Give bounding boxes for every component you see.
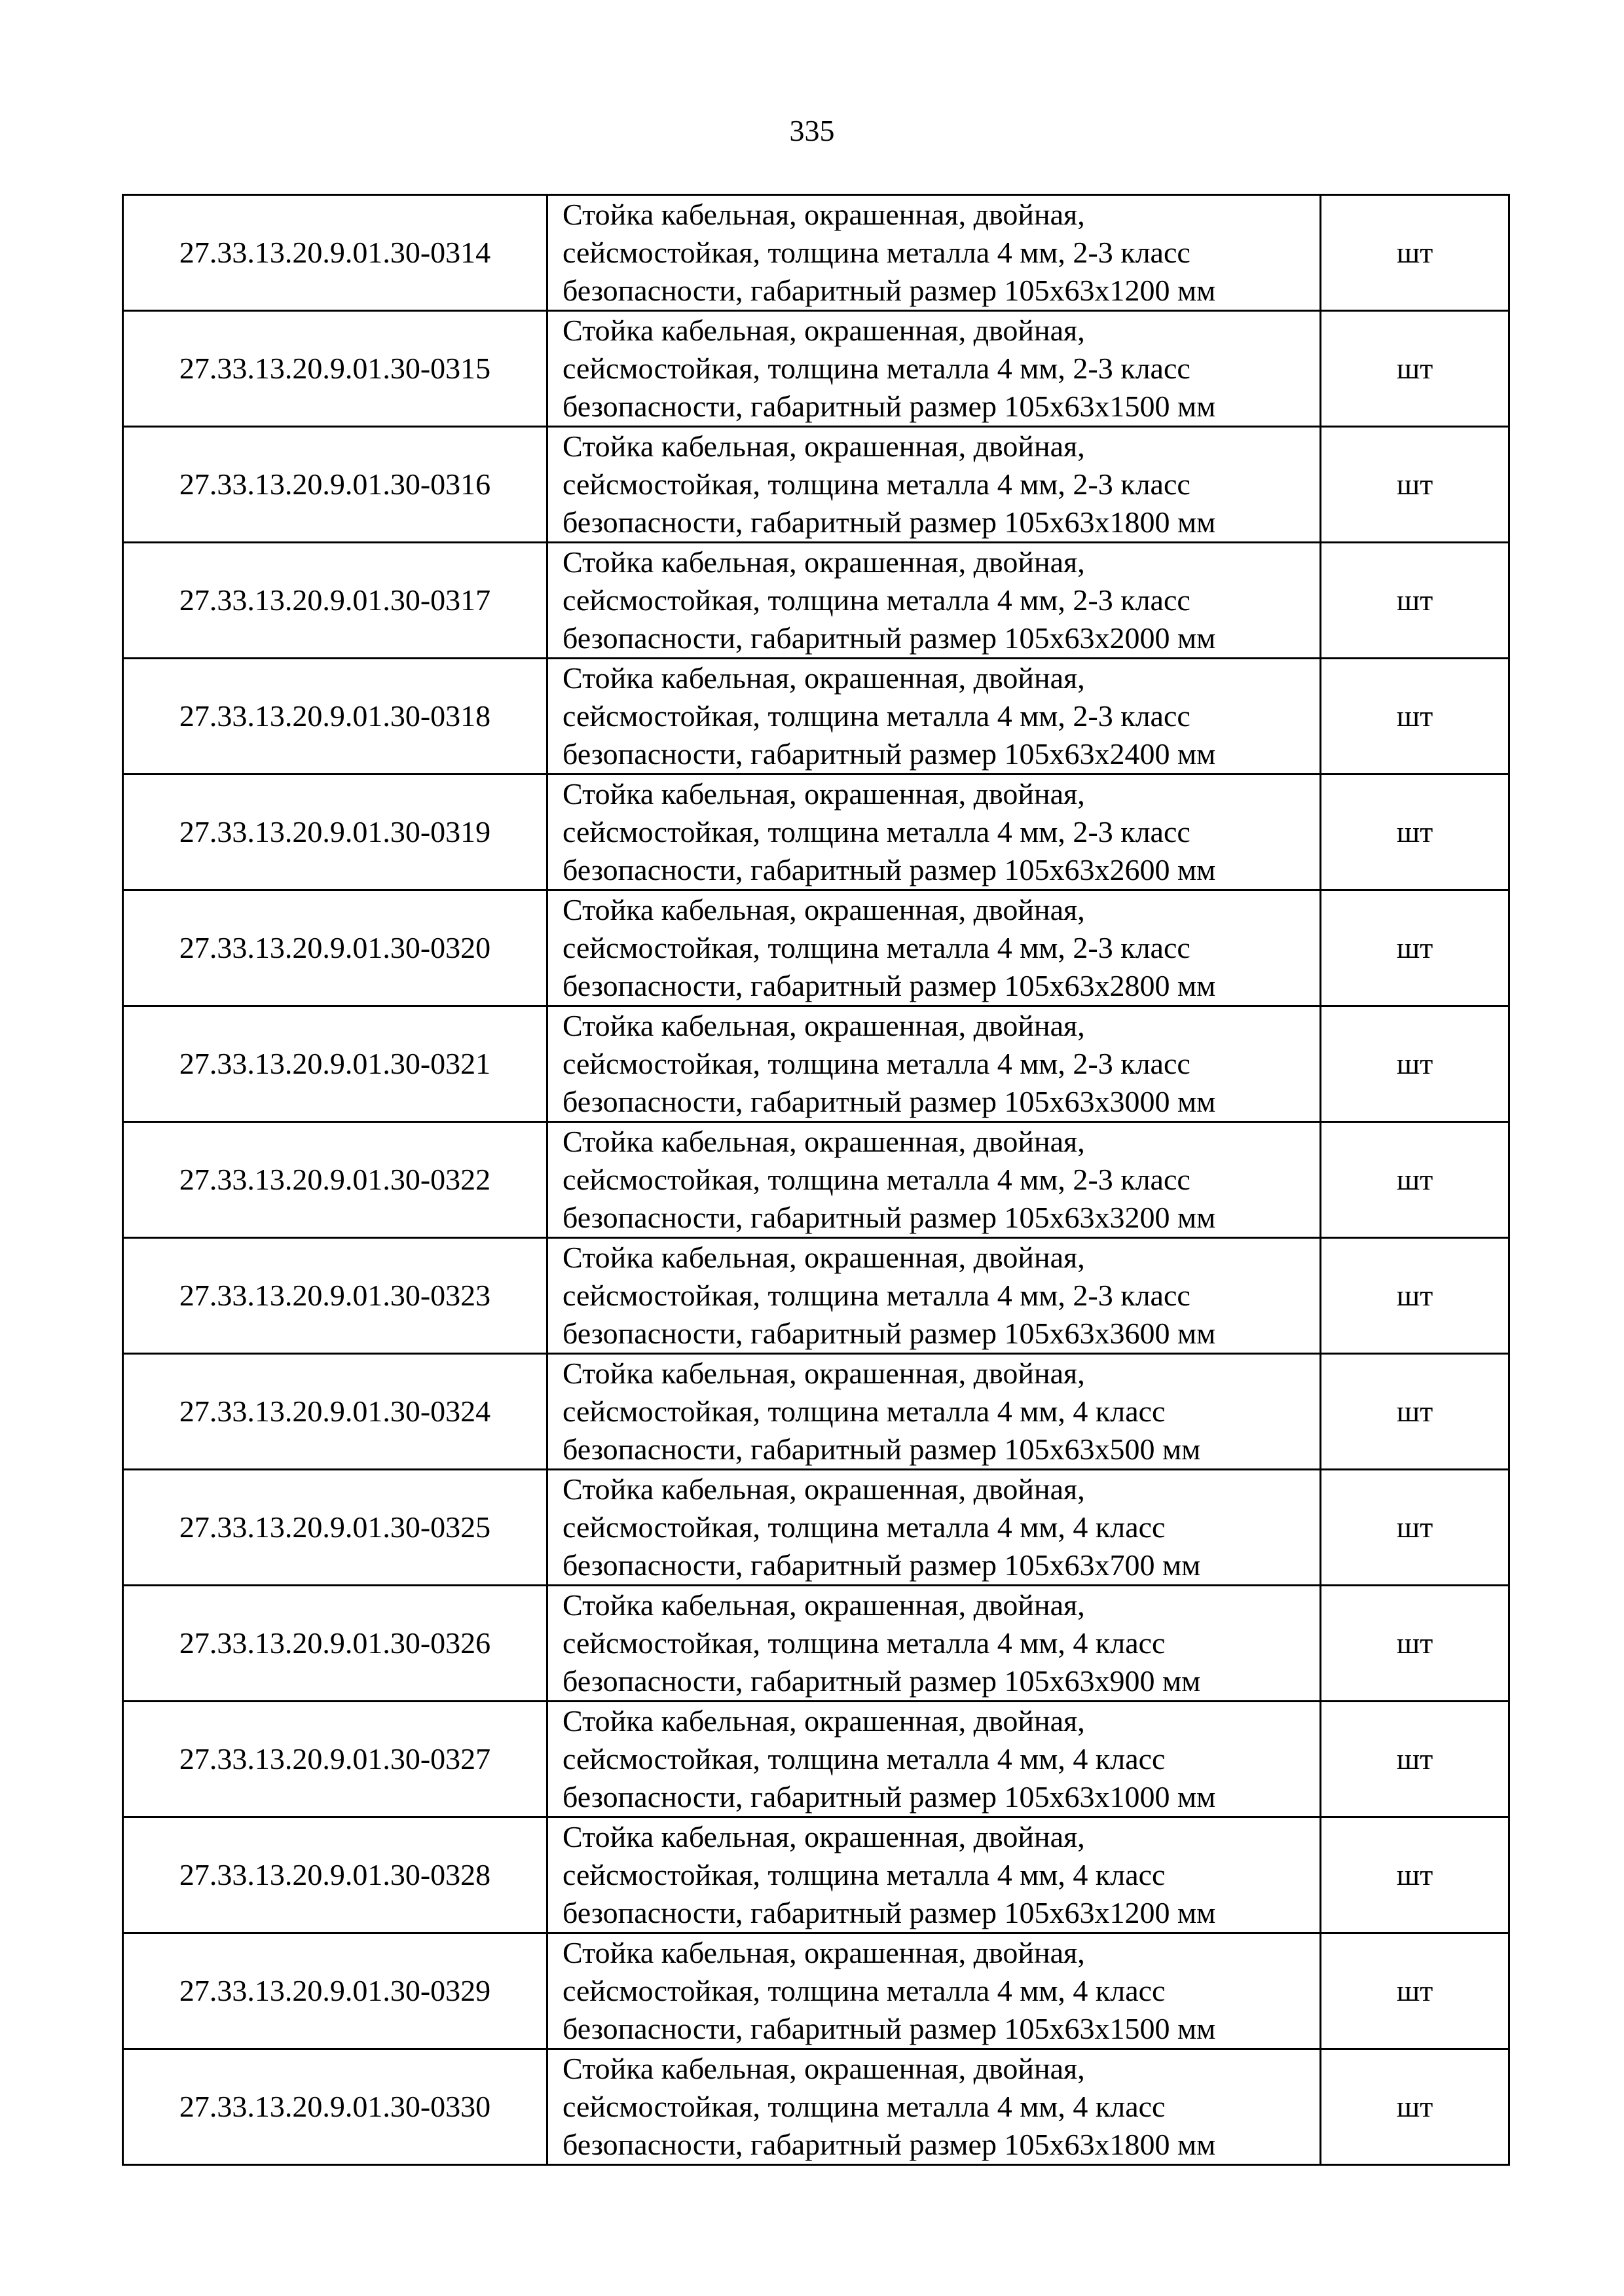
item-code: 27.33.13.20.9.01.30-0328 — [123, 1817, 547, 1933]
item-description-line: сейсмостойкая, толщина металла 4 мм, 2-3 класс — [563, 815, 1190, 848]
item-unit: шт — [1321, 1586, 1509, 1702]
item-unit: шт — [1321, 1238, 1509, 1354]
item-description-line: Стойка кабельная, окрашенная, двойная, — [563, 545, 1085, 579]
item-description-line: Стойка кабельная, окрашенная, двойная, — [563, 661, 1085, 695]
item-description — [547, 1006, 1321, 1122]
item-description — [547, 1933, 1321, 2049]
item-unit: шт — [1321, 427, 1509, 543]
item-unit: шт — [1321, 543, 1509, 659]
item-description-line: Стойка кабельная, окрашенная, двойная, — [563, 1588, 1085, 1622]
item-description-line: сейсмостойкая, толщина металла 4 мм, 2-3 класс — [563, 931, 1190, 964]
table-row — [123, 1817, 1509, 1933]
item-unit: шт — [1321, 1006, 1509, 1122]
item-description-line: Стойка кабельная, окрашенная, двойная, — [563, 1704, 1085, 1738]
item-description-line: безопасности, габаритный размер 105х63х1500 мм — [563, 390, 1216, 423]
table-row — [123, 1122, 1509, 1238]
item-code: 27.33.13.20.9.01.30-0325 — [123, 1470, 547, 1586]
item-description-line: безопасности, габаритный размер 105х63х3200 мм — [563, 1201, 1216, 1234]
item-description — [547, 1354, 1321, 1470]
item-description-line: Стойка кабельная, окрашенная, двойная, — [563, 1820, 1085, 1853]
item-description-line: сейсмостойкая, толщина металла 4 мм, 4 класс — [563, 1974, 1166, 2007]
item-description — [547, 195, 1321, 311]
item-code: 27.33.13.20.9.01.30-0316 — [123, 427, 547, 543]
item-description-line: безопасности, габаритный размер 105х63х1500 мм — [563, 2012, 1216, 2045]
item-description — [547, 1470, 1321, 1586]
table-row — [123, 311, 1509, 427]
item-code: 27.33.13.20.9.01.30-0315 — [123, 311, 547, 427]
item-description-line: безопасности, габаритный размер 105х63х3600 мм — [563, 1317, 1216, 1350]
item-unit: шт — [1321, 1354, 1509, 1470]
table-row — [123, 427, 1509, 543]
item-description-line: Стойка кабельная, окрашенная, двойная, — [563, 1472, 1085, 1506]
item-unit: шт — [1321, 659, 1509, 774]
table-row — [123, 890, 1509, 1006]
item-description-line: безопасности, габаритный размер 105х63х900 мм — [563, 1664, 1201, 1698]
item-description — [547, 1238, 1321, 1354]
item-code: 27.33.13.20.9.01.30-0327 — [123, 1702, 547, 1817]
item-description-line: сейсмостойкая, толщина металла 4 мм, 2-3 класс — [563, 467, 1190, 501]
table-row — [123, 1702, 1509, 1817]
item-unit: шт — [1321, 1702, 1509, 1817]
item-description-line: Стойка кабельная, окрашенная, двойная, — [563, 893, 1085, 926]
item-description-line: сейсмостойкая, толщина металла 4 мм, 2-3 класс — [563, 1163, 1190, 1196]
item-description — [547, 1586, 1321, 1702]
item-unit: шт — [1321, 890, 1509, 1006]
table-row — [123, 543, 1509, 659]
item-description-line: Стойка кабельная, окрашенная, двойная, — [563, 429, 1085, 463]
table-row — [123, 1933, 1509, 2049]
item-description-line: безопасности, габаритный размер 105х63х1200 мм — [563, 274, 1216, 307]
item-description — [547, 774, 1321, 890]
item-code: 27.33.13.20.9.01.30-0324 — [123, 1354, 547, 1470]
item-description-line: безопасности, габаритный размер 105х63х2400 мм — [563, 737, 1216, 771]
table-row — [123, 1586, 1509, 1702]
item-description-line: безопасности, габаритный размер 105х63х700 мм — [563, 1548, 1201, 1582]
item-unit: шт — [1321, 774, 1509, 890]
table-row — [123, 195, 1509, 311]
item-unit: шт — [1321, 1470, 1509, 1586]
item-description-line: Стойка кабельная, окрашенная, двойная, — [563, 1357, 1085, 1390]
item-code: 27.33.13.20.9.01.30-0322 — [123, 1122, 547, 1238]
item-description-line: Стойка кабельная, окрашенная, двойная, — [563, 1125, 1085, 1158]
item-description-line: сейсмостойкая, толщина металла 4 мм, 2-3 класс — [563, 1279, 1190, 1312]
item-code: 27.33.13.20.9.01.30-0320 — [123, 890, 547, 1006]
item-unit: шт — [1321, 1122, 1509, 1238]
item-code: 27.33.13.20.9.01.30-0321 — [123, 1006, 547, 1122]
item-description-line: сейсмостойкая, толщина металла 4 мм, 4 класс — [563, 1626, 1166, 1660]
item-description-line: сейсмостойкая, толщина металла 4 мм, 2-3 класс — [563, 1047, 1190, 1080]
item-description — [547, 427, 1321, 543]
item-code: 27.33.13.20.9.01.30-0323 — [123, 1238, 547, 1354]
item-description-line: сейсмостойкая, толщина металла 4 мм, 4 класс — [563, 1394, 1166, 1428]
item-description — [547, 659, 1321, 774]
item-description-line: сейсмостойкая, толщина металла 4 мм, 4 класс — [563, 1742, 1166, 1776]
table-row — [123, 1238, 1509, 1354]
item-unit: шт — [1321, 1817, 1509, 1933]
item-description-line: сейсмостойкая, толщина металла 4 мм, 2-3 класс — [563, 352, 1190, 385]
item-description-line: сейсмостойкая, толщина металла 4 мм, 4 класс — [563, 2090, 1166, 2123]
item-description — [547, 2049, 1321, 2165]
item-description — [547, 890, 1321, 1006]
item-code: 27.33.13.20.9.01.30-0326 — [123, 1586, 547, 1702]
item-unit: шт — [1321, 311, 1509, 427]
item-description-line: Стойка кабельная, окрашенная, двойная, — [563, 1936, 1085, 1969]
item-code: 27.33.13.20.9.01.30-0317 — [123, 543, 547, 659]
item-description-line: Стойка кабельная, окрашенная, двойная, — [563, 198, 1085, 231]
item-description-line: безопасности, габаритный размер 105х63х500 мм — [563, 1432, 1201, 1466]
item-unit: шт — [1321, 195, 1509, 311]
item-description — [547, 1122, 1321, 1238]
item-code: 27.33.13.20.9.01.30-0329 — [123, 1933, 547, 2049]
item-description-line: безопасности, габаритный размер 105х63х1800 мм — [563, 2128, 1216, 2161]
item-description-line: безопасности, габаритный размер 105х63х1800 мм — [563, 505, 1216, 539]
item-description-line: сейсмостойкая, толщина металла 4 мм, 4 класс — [563, 1510, 1166, 1544]
item-description-line: Стойка кабельная, окрашенная, двойная, — [563, 2052, 1085, 2085]
table-row — [123, 1470, 1509, 1586]
page-number: 335 — [789, 114, 835, 147]
item-code: 27.33.13.20.9.01.30-0319 — [123, 774, 547, 890]
item-description-line: сейсмостойкая, толщина металла 4 мм, 2-3 класс — [563, 583, 1190, 617]
item-description-line: безопасности, габаритный размер 105х63х2600 мм — [563, 853, 1216, 886]
item-description — [547, 1817, 1321, 1933]
item-description-line: безопасности, габаритный размер 105х63х3000 мм — [563, 1085, 1216, 1118]
item-description-line: Стойка кабельная, окрашенная, двойная, — [563, 1241, 1085, 1274]
item-unit: шт — [1321, 1933, 1509, 2049]
item-description-line: безопасности, габаритный размер 105х63х2000 мм — [563, 621, 1216, 655]
item-description-line: сейсмостойкая, толщина металла 4 мм, 2-3 класс — [563, 699, 1190, 733]
table-row — [123, 774, 1509, 890]
catalog-table — [122, 194, 1510, 2166]
table-row — [123, 2049, 1509, 2165]
item-description — [547, 543, 1321, 659]
item-description — [547, 1702, 1321, 1817]
item-unit: шт — [1321, 2049, 1509, 2165]
table-row — [123, 1354, 1509, 1470]
item-description-line: Стойка кабельная, окрашенная, двойная, — [563, 314, 1085, 347]
item-description-line: Стойка кабельная, окрашенная, двойная, — [563, 1009, 1085, 1042]
item-description-line: безопасности, габаритный размер 105х63х2800 мм — [563, 969, 1216, 1002]
item-description-line: безопасности, габаритный размер 105х63х1200 мм — [563, 1896, 1216, 1929]
catalog-table-body — [123, 195, 1509, 2165]
item-code: 27.33.13.20.9.01.30-0330 — [123, 2049, 547, 2165]
item-code: 27.33.13.20.9.01.30-0318 — [123, 659, 547, 774]
table-row — [123, 659, 1509, 774]
item-description-line: безопасности, габаритный размер 105х63х1000 мм — [563, 1780, 1216, 1813]
item-description-line: сейсмостойкая, толщина металла 4 мм, 2-3 класс — [563, 236, 1190, 269]
item-code: 27.33.13.20.9.01.30-0314 — [123, 195, 547, 311]
item-description-line: Стойка кабельная, окрашенная, двойная, — [563, 777, 1085, 811]
item-description — [547, 311, 1321, 427]
item-description-line: сейсмостойкая, толщина металла 4 мм, 4 класс — [563, 1858, 1166, 1891]
table-row — [123, 1006, 1509, 1122]
